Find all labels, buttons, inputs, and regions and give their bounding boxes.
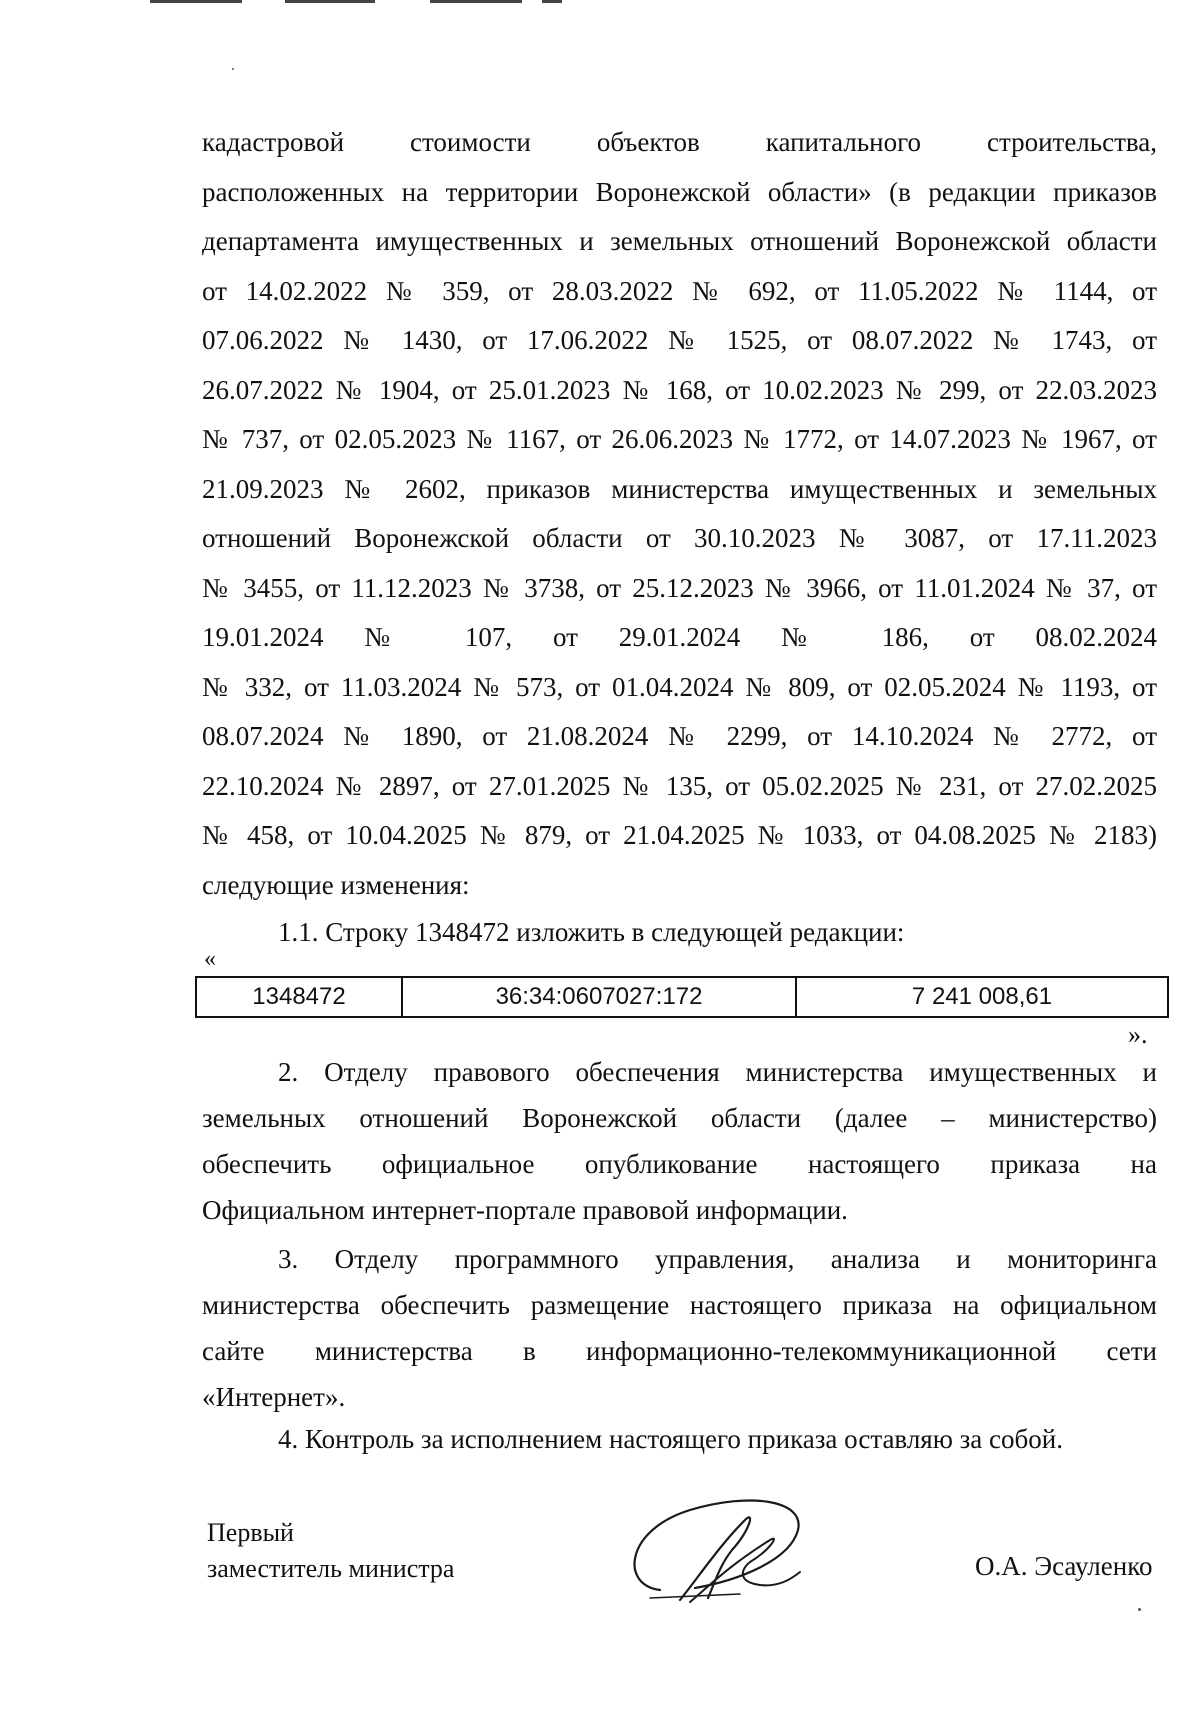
text-line: земельных отношений Воронежской области (далее – министерство)	[202, 1103, 1157, 1133]
table-cell-number: 1348472	[196, 977, 402, 1017]
table-quote-close: ».	[1128, 1020, 1148, 1049]
table-cell-cadastral-number: 36:34:0607027:172	[402, 977, 796, 1017]
scan-speck	[232, 68, 234, 70]
text-line: от 14.02.2022 № 359, от 28.03.2022 № 692, от 11.05.2022 № 1144, от	[202, 275, 1157, 306]
text-line: расположенных на территории Воронежской области» (в редакции приказов	[202, 176, 1157, 207]
item-3	[202, 1236, 1157, 1420]
table-cell-value: 7 241 008,61	[796, 977, 1168, 1017]
text-line: департамента имущественных и земельных отношений Воронежской области	[202, 226, 1157, 256]
top-edge-marks	[150, 0, 610, 4]
signatory-name: О.А. Эсауленко	[975, 1551, 1153, 1581]
signatory-position-line2: заместитель министра	[207, 1554, 455, 1583]
signatory-position-line1: Первый	[207, 1518, 294, 1547]
text-line: сайте министерства в информационно-телекоммуникационной сети	[202, 1336, 1157, 1366]
signatory-position	[207, 1515, 454, 1587]
text-line: 08.07.2024 № 1890, от 21.08.2024 № 2299, от 14.10.2024 № 2772, от	[202, 721, 1157, 751]
text-line: Официальном интернет-портале правовой информации.	[202, 1195, 848, 1225]
handwritten-signature	[620, 1490, 820, 1610]
text-line: 3. Отделу программного управления, анализа и мониторинга	[278, 1244, 1157, 1274]
text-line: № 458, от 10.04.2025 № 879, от 21.04.2025 № 1033, от 04.08.2025 № 2183)	[202, 820, 1157, 850]
text-line: 26.07.2022 № 1904, от 25.01.2023 № 168, от 10.02.2023 № 299, от 22.03.2023	[202, 374, 1157, 405]
text-line: 19.01.2024 № 107, от 29.01.2024 № 186, от 08.02.2024	[202, 622, 1157, 652]
text-line: 22.10.2024 № 2897, от 27.01.2025 № 135, от 05.02.2025 № 231, от 27.02.2025	[202, 770, 1157, 801]
text-line: министерства обеспечить размещение настоящего приказа на официальном	[202, 1290, 1157, 1320]
text-line: «Интернет».	[202, 1382, 346, 1412]
item-1-1: 1.1. Строку 1348472 изложить в следующей редакции:	[278, 917, 905, 947]
text-line: 07.06.2022 № 1430, от 17.06.2022 № 1525, от 08.07.2022 № 1743, от	[202, 325, 1157, 355]
item-2	[202, 1049, 1157, 1233]
text-line: отношений Воронежской области от 30.10.2023 № 3087, от 17.11.2023	[202, 523, 1157, 553]
text-line: № 332, от 11.03.2024 № 573, от 01.04.2024 № 809, от 02.05.2024 № 1193, от	[202, 671, 1157, 702]
text-line: кадастровой стоимости объектов капитального строительства,	[202, 127, 1157, 157]
amendment-table	[195, 976, 1169, 1018]
text-line: 2. Отделу правового обеспечения министерства имущественных и	[278, 1057, 1157, 1087]
text-line: № 3455, от 11.12.2023 № 3738, от 25.12.2023 № 3966, от 11.01.2024 № 37, от	[202, 572, 1157, 603]
amendment-preamble	[202, 118, 1157, 910]
scan-speck	[1138, 1608, 1141, 1611]
text-line: обеспечить официальное опубликование настоящего приказа на	[202, 1149, 1157, 1179]
text-line: следующие изменения:	[202, 869, 470, 900]
table-quote-open: «	[204, 946, 216, 972]
text-line: 21.09.2023 № 2602, приказов министерства имущественных и земельных	[202, 473, 1157, 504]
table-row	[196, 977, 1168, 1017]
text-line: № 737, от 02.05.2023 № 1167, от 26.06.2023 № 1772, от 14.07.2023 № 1967, от	[202, 424, 1157, 454]
item-4: 4. Контроль за исполнением настоящего приказа оставляю за собой.	[278, 1424, 1063, 1454]
